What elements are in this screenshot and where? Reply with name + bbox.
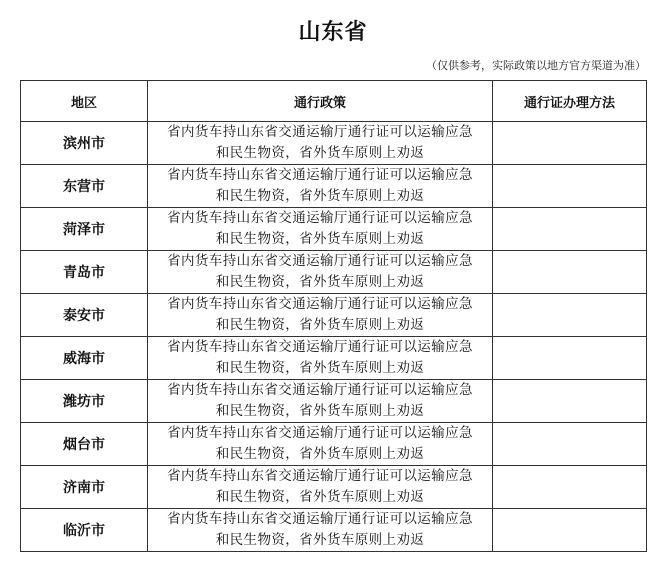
policy-line: 和民生物资，省外货车原则上劝返: [215, 360, 425, 376]
region-cell: 威海市: [21, 337, 148, 380]
policy-line: 省内货车持山东省交通运输厅通行证可以运输应急: [167, 425, 473, 441]
disclaimer-note: （仅供参考，实际政策以地方官方渠道为准）: [426, 59, 646, 72]
region-cell: 济南市: [21, 466, 148, 509]
table-row: [21, 251, 647, 294]
policy-line: 和民生物资，省外货车原则上劝返: [215, 231, 425, 247]
method-cell: [493, 165, 647, 208]
method-cell: [493, 380, 647, 423]
method-cell: [493, 122, 647, 165]
region-cell: 烟台市: [21, 423, 148, 466]
table-row: [21, 122, 647, 165]
policy-cell: [148, 337, 493, 380]
policy-line: 省内货车持山东省交通运输厅通行证可以运输应急: [167, 339, 473, 355]
header-region: 地区: [21, 81, 148, 122]
policy-cell: [148, 509, 493, 552]
policy-line: 省内货车持山东省交通运输厅通行证可以运输应急: [167, 253, 473, 269]
page-title: 山东省: [298, 20, 368, 45]
table-row: [21, 380, 647, 423]
policy-cell: [148, 380, 493, 423]
policy-cell: [148, 466, 493, 509]
policy-line: 省内货车持山东省交通运输厅通行证可以运输应急: [167, 124, 473, 140]
policy-line: 和民生物资，省外货车原则上劝返: [215, 403, 425, 419]
policy-cell: [148, 423, 493, 466]
policy-line: 和民生物资，省外货车原则上劝返: [215, 317, 425, 333]
region-cell: 滨州市: [21, 122, 148, 165]
table-body: [21, 122, 647, 552]
policy-line: 省内货车持山东省交通运输厅通行证可以运输应急: [167, 511, 473, 527]
method-cell: [493, 509, 647, 552]
policy-cell: [148, 208, 493, 251]
method-cell: [493, 423, 647, 466]
policy-line: 省内货车持山东省交通运输厅通行证可以运输应急: [167, 167, 473, 183]
policy-line: 省内货车持山东省交通运输厅通行证可以运输应急: [167, 382, 473, 398]
method-cell: [493, 294, 647, 337]
table-row: [21, 208, 647, 251]
table-row: [21, 337, 647, 380]
policy-line: 省内货车持山东省交通运输厅通行证可以运输应急: [167, 468, 473, 484]
table-row: [21, 466, 647, 509]
region-cell: 青岛市: [21, 251, 148, 294]
policy-line: 和民生物资，省外货车原则上劝返: [215, 489, 425, 505]
header-method: 通行证办理方法: [493, 81, 647, 122]
policy-cell: [148, 294, 493, 337]
region-cell: 临沂市: [21, 509, 148, 552]
method-cell: [493, 251, 647, 294]
policy-table: [20, 80, 647, 552]
table-row: [21, 165, 647, 208]
table-row: [21, 509, 647, 552]
table-row: [21, 294, 647, 337]
policy-line: 和民生物资，省外货车原则上劝返: [215, 446, 425, 462]
policy-cell: [148, 251, 493, 294]
policy-line: 和民生物资，省外货车原则上劝返: [215, 188, 425, 204]
region-cell: 潍坊市: [21, 380, 148, 423]
policy-line: 和民生物资，省外货车原则上劝返: [215, 532, 425, 548]
policy-line: 和民生物资，省外货车原则上劝返: [215, 145, 425, 161]
region-cell: 菏泽市: [21, 208, 148, 251]
policy-line: 省内货车持山东省交通运输厅通行证可以运输应急: [167, 296, 473, 312]
region-cell: 泰安市: [21, 294, 148, 337]
policy-line: 省内货车持山东省交通运输厅通行证可以运输应急: [167, 210, 473, 226]
method-cell: [493, 208, 647, 251]
policy-cell: [148, 165, 493, 208]
table-row: [21, 423, 647, 466]
header-policy: 通行政策: [148, 81, 493, 122]
policy-cell: [148, 122, 493, 165]
region-cell: 东营市: [21, 165, 148, 208]
method-cell: [493, 337, 647, 380]
policy-line: 和民生物资，省外货车原则上劝返: [215, 274, 425, 290]
table-header-row: [21, 81, 647, 122]
method-cell: [493, 466, 647, 509]
